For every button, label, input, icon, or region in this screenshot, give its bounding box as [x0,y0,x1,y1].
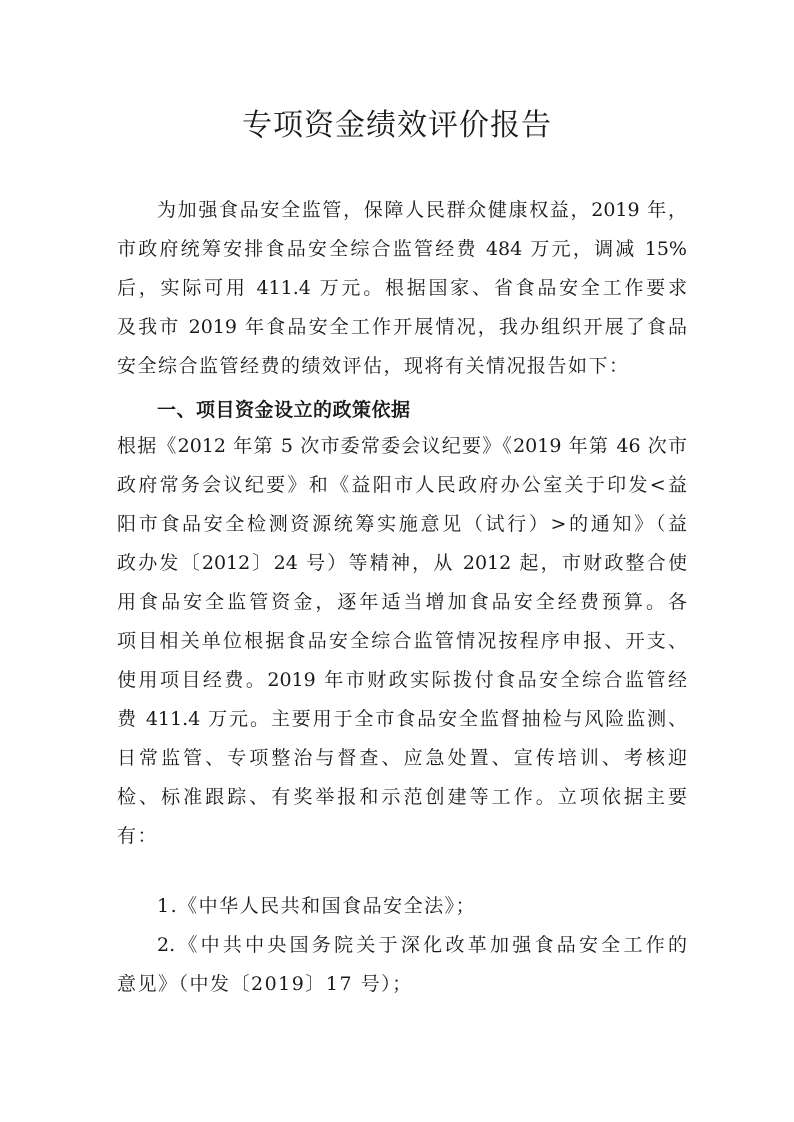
body-line: 用食品安全监管资金，逐年适当增加食品安全经费预算。各 [117,591,687,613]
intro-line: 后，实际可用 411.4 万元。根据国家、省食品安全工作要求 [117,277,687,299]
body-line: 有： [117,825,159,847]
intro-line: 市政府统筹安排食品安全综合监管经费 484 万元，调减 15% [117,238,687,260]
body-line: 费 411.4 万元。主要用于全市食品安全监督抽检与风险监测、 [117,708,687,730]
intro-line: 为加强食品安全监管，保障人民群众健康权益，2019 年， [157,199,687,221]
body-line: 政办发〔2012〕24 号）等精神，从 2012 起，市财政整合使 [117,552,687,574]
body-line: 检、标准跟踪、有奖举报和示范创建等工作。立项依据主要 [117,786,687,808]
body-line: 日常监管、专项整治与督查、应急处置、宣传培训、考核迎 [117,747,687,769]
intro-line: 及我市 2019 年食品安全工作开展情况，我办组织开展了食品 [117,316,687,338]
list-item: 1.《中华人民共和国食品安全法》； [157,895,477,917]
page-title: 专项资金绩效评价报告 [242,108,552,143]
section-heading: 一、项目资金设立的政策依据 [157,399,411,421]
body-line: 阳市食品安全检测资源统筹实施意见（试行）>的通知》（益 [117,513,687,535]
body-line: 根据《2012 年第 5 次市委常委会议纪要》《2019 年第 46 次市 [117,435,687,457]
body-line: 使用项目经费。2019 年市财政实际拨付食品安全综合监管经 [117,669,687,691]
list-item: 2.《中共中央国务院关于深化改革加强食品安全工作的 [157,934,687,956]
intro-line: 安全综合监管经费的绩效评估，现将有关情况报告如下： [117,355,630,377]
body-line: 政府常务会议纪要》和《益阳市人民政府办公室关于印发<益 [117,474,687,496]
list-item-continuation: 意见》（中发〔2019〕17 号）； [117,973,413,995]
body-line: 项目相关单位根据食品安全综合监管情况按程序申报、开支、 [117,630,687,652]
